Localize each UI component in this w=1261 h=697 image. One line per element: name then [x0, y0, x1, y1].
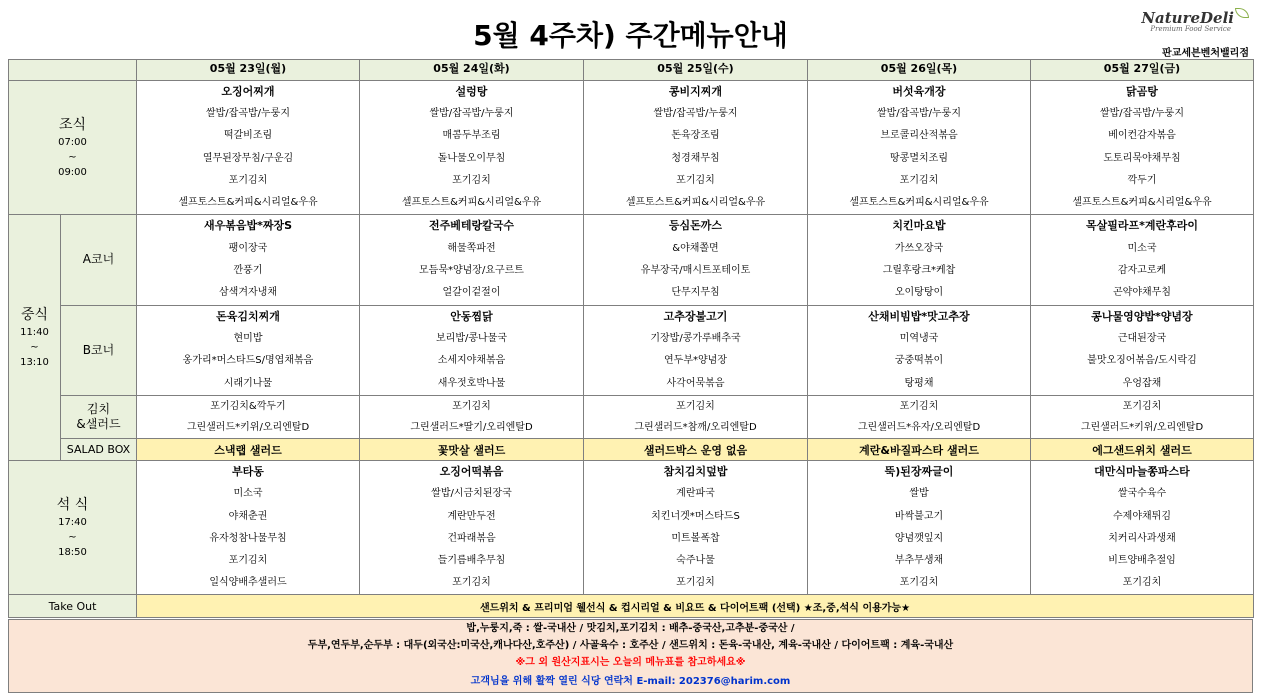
- menu-item: 양념깻잎지: [894, 532, 944, 544]
- menu-item: 쌀밥/시금치된장국: [431, 488, 512, 500]
- origin-warning: ※그 외 원산지표시는 오늘의 메뉴표를 참고하세요※: [515, 657, 746, 668]
- meal-name: 조식: [58, 117, 87, 134]
- lunch-b-cell: [584, 305, 808, 396]
- menu-item: 미트볼폭찹: [671, 532, 720, 544]
- lunch-a-cell: [808, 215, 1031, 306]
- breakfast-cell: [137, 81, 360, 215]
- menu-item: 불맛오징어볶음/도시락김: [1087, 355, 1197, 367]
- menu-item: 그린샐러드*딸기/오리엔탈D: [410, 422, 533, 434]
- menu-item: 청경채무침: [671, 152, 720, 164]
- menu-item: 브로콜리산적볶음: [880, 130, 958, 142]
- menu-item: 포기김치: [899, 401, 939, 413]
- page-title: 5월 4주차) 주간메뉴안내: [473, 19, 788, 52]
- menu-item: 열무된장무침/구운김: [202, 152, 294, 164]
- breakfast-cell: [808, 81, 1031, 215]
- menu-item: 궁중떡볶이: [894, 355, 944, 367]
- menu-item: 포기김치: [676, 401, 715, 413]
- meal-start-time: 11:40: [20, 327, 49, 339]
- menu-item: 미소국: [233, 488, 263, 500]
- lunch-b-row: [9, 305, 1254, 396]
- menu-item: 미소국: [1127, 242, 1157, 254]
- main-dish: 설렁탕: [455, 85, 488, 98]
- brand-tagline: Premium Food Service: [1150, 25, 1231, 33]
- menu-item: 땅콩멸치조림: [890, 152, 948, 164]
- menu-item: 일식양배추샐러드: [209, 577, 287, 589]
- corner-b-label: B코너: [61, 305, 137, 396]
- menu-item: 셀프토스트&커피&시리얼&우유: [625, 196, 766, 208]
- main-dish: 부타동: [232, 465, 264, 479]
- dinner-cell: [1031, 461, 1254, 595]
- dinner-cell: [808, 461, 1031, 595]
- dinner-cell: [137, 461, 360, 595]
- menu-item: 쌀밥/잡곡밥/누룽지: [205, 108, 291, 120]
- menu-item: 옹가리*머스타드S/명엽채볶음: [182, 355, 314, 367]
- menu-item: 비트양배추절임: [1108, 555, 1176, 566]
- menu-item: 바싹불고기: [894, 510, 944, 522]
- breakfast-cell: [1031, 81, 1254, 215]
- lunch-a-row: [9, 215, 1254, 306]
- salad-box-cell: 꽃맛살 샐러드: [360, 439, 584, 461]
- lunch-kimchi-cell: [808, 396, 1031, 439]
- origin-line-1: 밥,누룽지,죽 : 쌀-국내산 / 맛김치,포기김치 : 배추-중국산,고추분-중국산 /: [466, 623, 795, 634]
- lunch-b-cell: [137, 305, 360, 396]
- menu-item: 매콤두부조림: [442, 130, 501, 142]
- meal-name: 석 식: [56, 497, 89, 514]
- menu-item: 그린샐러드*키위/오리엔탈D: [186, 422, 310, 434]
- meal-time-sep: ~: [68, 152, 77, 164]
- menu-item: 포기김치: [1122, 401, 1162, 413]
- menu-item: 셀프토스트&커피&시리얼&우유: [178, 196, 318, 208]
- menu-item: 현미밥: [233, 333, 263, 345]
- menu-item: 쌀밥/잡곡밥/누룽지: [429, 108, 514, 120]
- menu-item: 쌀밥/잡곡밥/누룽지: [1099, 108, 1185, 120]
- menu-item: 그린샐러드*유자/오리엔탈D: [857, 422, 981, 434]
- corner-a-label: A코너: [61, 215, 137, 306]
- contact-info: 고객님을 위해 활짝 열린 식당 연락처 E-mail: 202376@harim.com: [470, 676, 791, 687]
- breakfast-cell: [360, 81, 584, 215]
- menu-item: 소세지야채볶음: [437, 355, 506, 367]
- day-header: 05월 25일(수): [584, 60, 808, 81]
- menu-item: 포기김치: [676, 174, 715, 186]
- day-header-row: [9, 60, 1254, 81]
- menu-item: 단무지무침: [671, 287, 720, 299]
- lunch-a-cell: [137, 215, 360, 306]
- salad-box-label: SALAD BOX: [61, 439, 137, 461]
- lunch-kimchi-cell: [584, 396, 808, 439]
- menu-item: 보리밥/콩나물국: [436, 333, 507, 345]
- menu-item: 포기김치: [228, 174, 268, 186]
- lunch-b-cell: [360, 305, 584, 396]
- menu-item: 수제야채튀김: [1113, 510, 1171, 522]
- day-header: 05월 26일(목): [808, 60, 1031, 81]
- day-header: 05월 27일(금): [1031, 60, 1254, 81]
- menu-item: 쌀밥/잡곡밥/누룽지: [876, 108, 962, 120]
- menu-item: 모듬묵*양념장/요구르트: [419, 264, 524, 276]
- menu-item: 새우젓호박나물: [437, 377, 506, 389]
- lunch-kimchi-cell: [360, 396, 584, 439]
- menu-item: 들기름배추무침: [437, 555, 506, 566]
- menu-item: 포기김치: [452, 401, 491, 413]
- takeout-row: [9, 595, 1254, 618]
- menu-item: 돈육장조림: [671, 130, 720, 142]
- corner-kimchi-line1: 김치: [86, 402, 111, 417]
- lunch-b-cell: [1031, 305, 1254, 396]
- menu-item: 셀프토스트&커피&시리얼&우유: [401, 196, 542, 208]
- dinner-cell: [584, 461, 808, 595]
- lunch-label: [9, 215, 61, 461]
- menu-item: 숙주나물: [676, 555, 715, 566]
- menu-item: 얼갈이겉절이: [442, 287, 501, 299]
- salad-box-cell: 에그샌드위치 샐러드: [1031, 439, 1254, 461]
- brand-name: NatureDeli: [1141, 9, 1234, 27]
- leaf-icon: [1235, 8, 1249, 18]
- menu-item: 포기김치: [452, 577, 491, 589]
- origin-line-2: 두부,연두부,순두부 : 대두(외국산:미국산,캐나다산,호주산) / 사골육수 : 호주산 / 샌드위치 : 돈육-국내산, 계육-국내산 / 다이어트팩 : 계육-국내산: [307, 640, 954, 651]
- menu-item: 삼색겨자냉채: [219, 287, 277, 299]
- meal-start-time: 17:40: [58, 517, 87, 529]
- takeout-label: Take Out: [9, 595, 137, 618]
- menu-item: 깐풍기: [233, 264, 263, 276]
- menu-item: 우엉잡채: [1122, 377, 1162, 389]
- salad-box-row: [9, 439, 1254, 461]
- menu-item: 포기김치&깍두기: [210, 401, 286, 413]
- menu-item: 돌나물오이무침: [437, 152, 506, 164]
- menu-item: 포기김치: [452, 174, 491, 186]
- meal-end-time: 18:50: [58, 547, 87, 559]
- lunch-a-cell: [360, 215, 584, 306]
- main-dish: 오징어떡볶음: [439, 465, 504, 479]
- salad-box-cell: 계란&바질파스타 샐러드: [808, 439, 1031, 461]
- menu-item: 포기김치: [228, 555, 268, 566]
- menu-item: 팽이장국: [228, 242, 268, 254]
- menu-item: 그릴후랑크*케찹: [882, 264, 956, 276]
- menu-item: 건파래볶음: [447, 532, 496, 544]
- menu-item: 베이컨감자볶음: [1108, 130, 1176, 142]
- day-header: 05월 24일(화): [360, 60, 584, 81]
- menu-item: 포기김치: [1122, 577, 1162, 589]
- main-dish: 고추장불고기: [663, 309, 728, 323]
- lunch-b-cell: [808, 305, 1031, 396]
- lunch-kimchi-cell: [137, 396, 360, 439]
- menu-item: 근대된장국: [1117, 333, 1167, 345]
- menu-item: 탕평채: [904, 377, 934, 389]
- main-dish: 대만식마늘쫑파스타: [1094, 465, 1190, 479]
- menu-item: 곤약야채무침: [1113, 287, 1171, 299]
- main-dish: 목살필라프*계란후라이: [1085, 219, 1198, 233]
- meal-start-time: 07:00: [58, 137, 87, 149]
- menu-item: 포기김치: [676, 577, 715, 589]
- menu-item: 미역냉국: [899, 333, 939, 345]
- main-dish: 버섯육개장: [892, 85, 946, 98]
- menu-item: 유자청참나물무침: [209, 532, 287, 544]
- dinner-label: [9, 461, 137, 595]
- menu-item: 계란만두전: [447, 510, 496, 522]
- menu-item: 연두부*양념장: [664, 355, 727, 367]
- takeout-note: 샌드위치 & 프리미엄 웰선식 & 컵시리얼 & 비요뜨 & 다이어트팩 (선택) ★조,중,석식 이용가능★: [137, 595, 1254, 618]
- menu-item: 포기김치: [899, 174, 939, 186]
- menu-item: 유부장국/매시트포테이토: [640, 264, 751, 276]
- origin-footer: [8, 619, 1253, 693]
- breakfast-row: [9, 81, 1254, 215]
- main-dish: 콩나물영양밥*양념장: [1091, 309, 1193, 323]
- salad-box-cell: 스낵랩 샐러드: [137, 439, 360, 461]
- day-header: 05월 23일(월): [137, 60, 360, 81]
- menu-item: 쌀밥/잡곡밥/누룽지: [653, 108, 738, 120]
- corner-kimchi-label: [61, 396, 137, 439]
- menu-item: 포기김치: [899, 577, 939, 589]
- breakfast-cell: [584, 81, 808, 215]
- corner-kimchi-line2: &샐러드: [76, 417, 121, 432]
- main-dish: 전주베테랑칼국수: [428, 219, 514, 233]
- weekly-menu-table: [8, 59, 1254, 618]
- menu-item: 치킨너겟*머스타드S: [651, 510, 740, 522]
- lunch-a-cell: [584, 215, 808, 306]
- menu-item: 도토리묵야채무침: [1103, 152, 1181, 164]
- menu-item: 쌀국수육수: [1117, 488, 1167, 500]
- salad-box-cell: 샐러드박스 운영 없음: [584, 439, 808, 461]
- menu-item: 셀프토스트&커피&시리얼&우유: [1072, 196, 1212, 208]
- lunch-a-cell: [1031, 215, 1254, 306]
- main-dish: 등심돈까스: [668, 219, 723, 233]
- menu-item: 부추무생채: [894, 555, 944, 566]
- lunch-kimchi-cell: [1031, 396, 1254, 439]
- main-dish: 치킨마요밥: [892, 219, 946, 233]
- menu-item: 깍두기: [1127, 174, 1157, 186]
- menu-item: 야채춘권: [228, 510, 268, 522]
- main-dish: 콩비지찌개: [668, 85, 723, 98]
- main-dish: 뚝)된장짜글이: [884, 465, 954, 479]
- main-dish: 산채비빔밥*맛고추장: [868, 309, 970, 323]
- menu-item: 그린샐러드*참깨/오리엔탈D: [634, 422, 757, 434]
- menu-item: &야채쫄면: [672, 242, 719, 254]
- meal-name: 중식: [20, 307, 49, 324]
- meal-time-sep: ~: [30, 342, 39, 354]
- main-dish: 새우볶음밥*짜장S: [203, 219, 293, 233]
- menu-item: 감자고로케: [1117, 264, 1167, 276]
- meal-end-time: 09:00: [58, 167, 87, 179]
- menu-item: 시래기나물: [223, 377, 273, 389]
- main-dish: 오징어찌개: [221, 85, 275, 98]
- branch-name: 판교세븐벤처밸리점: [1162, 48, 1249, 59]
- menu-item: 기장밥/콩가루배추국: [650, 333, 741, 345]
- lunch-kimchi-row: [9, 396, 1254, 439]
- meal-end-time: 13:10: [20, 357, 49, 369]
- header-blank: [9, 60, 137, 81]
- menu-item: 셀프토스트&커피&시리얼&우유: [849, 196, 989, 208]
- menu-item: 치커리사과생채: [1108, 532, 1176, 544]
- menu-item: 계란파국: [676, 488, 715, 500]
- main-dish: 참치김치덮밥: [663, 465, 728, 479]
- menu-item: 사각어묵볶음: [666, 377, 725, 389]
- main-dish: 돈육김치찌개: [216, 309, 280, 323]
- menu-item: 해물쪽파전: [447, 242, 496, 254]
- menu-item: 쌀밥: [909, 488, 929, 500]
- main-dish: 닭곰탕: [1126, 85, 1158, 98]
- main-dish: 안동찜닭: [450, 309, 493, 323]
- menu-item: 그린샐러드*키위/오리엔탈D: [1080, 422, 1204, 434]
- dinner-row: [9, 461, 1254, 595]
- menu-item: 떡갈비조림: [223, 130, 273, 142]
- meal-time-sep: ~: [68, 532, 77, 544]
- dinner-cell: [360, 461, 584, 595]
- breakfast-label: [9, 81, 137, 215]
- menu-item: 오이탕탕이: [894, 287, 944, 299]
- menu-item: 가쓰오장국: [894, 242, 944, 254]
- brand-logo: [1141, 8, 1249, 59]
